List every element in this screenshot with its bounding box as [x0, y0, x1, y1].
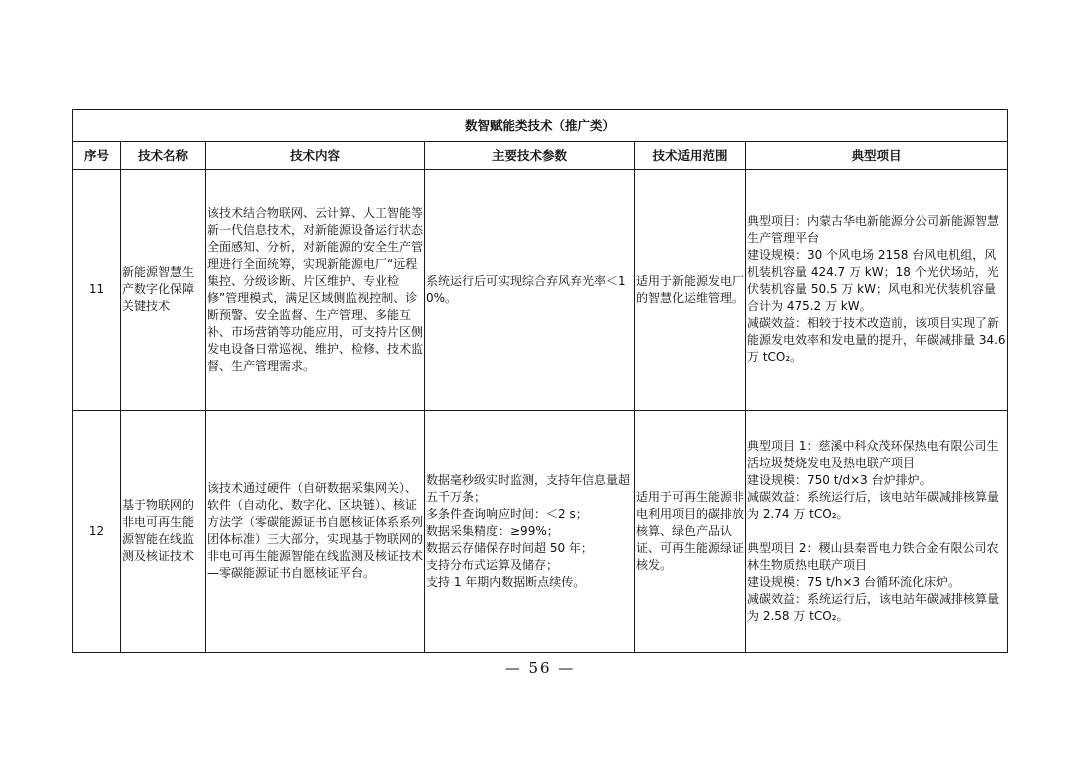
project-title: 典型项目 1：慈溪中科众茂环保热电有限公司生活垃圾焚烧发电及热电联产项目 — [747, 438, 999, 470]
param-line: 数据云存储保存时间超 50 年； — [426, 540, 593, 555]
row-number: 12 — [73, 410, 121, 652]
table-title: 数智赋能类技术（推广类） — [73, 110, 1008, 142]
header-params: 主要技术参数 — [425, 142, 635, 170]
tech-content: 该技术通过硬件（自研数据采集网关）、软件（自动化、数字化、区块链）、核证方法学（零碳能源证书自愿核证体系系列团体标准）三大部分，实现基于物联网的非电可再生能源智能在线监测及核证技术—零碳能源证书自愿核证平台。 — [206, 410, 425, 652]
table-header-row — [73, 142, 1008, 170]
tech-scope: 适用于新能源发电厂的智慧化运维管理。 — [635, 170, 746, 410]
project-block — [747, 540, 1006, 625]
tech-content: 该技术结合物联网、云计算、人工智能等新一代信息技术，对新能源设备运行状态全面感知、分析，对新能源的安全生产管理进行全面统筹，实现新能源电厂“远程集控、分级诊断、片区维护、专业检修”管理模式，满足区域侧监视控制、诊断预警、安全监督、生产管理、多能互补、市场营销等功能应用，可支持片区侧发电设备日常巡视、维护、检修、技术监督、生产管理需求。 — [206, 170, 425, 410]
technology-table — [72, 109, 1008, 653]
header-scope: 技术适用范围 — [635, 142, 746, 170]
project-title: 典型项目：内蒙古华电新能源分公司新能源智慧生产管理平台 — [747, 214, 1000, 246]
project-title: 典型项目 2：稷山县秦晋电力铁合金有限公司农林生物质热电联产项目 — [747, 540, 999, 572]
param-line: 支持分布式运算及储存； — [426, 557, 559, 572]
page-number: — 56 — — [504, 659, 576, 677]
tech-scope: 适用于可再生能源非电利用项目的碳排放核算、绿色产品认证、可再生能源绿证核发。 — [635, 410, 746, 652]
tech-params: 系统运行后可实现综合弃风弃光率＜10%。 — [425, 170, 635, 410]
project-block — [747, 213, 1006, 366]
project-benefit: 减碳效益：相较于技术改造前，该项目实现了新能源发电效率和发电量的提升，年碳减排量 34.6 万 tCO₂。 — [747, 316, 1006, 365]
tech-name: 基于物联网的非电可再生能源智能在线监测及核证技术 — [121, 410, 206, 652]
project-block — [747, 438, 1006, 523]
header-content: 技术内容 — [206, 142, 425, 170]
project-benefit: 减碳效益：系统运行后，该电站年碳减排核算量为 2.58 万 tCO₂。 — [747, 591, 1000, 623]
header-no: 序号 — [73, 142, 121, 170]
table-row — [73, 410, 1008, 652]
table-row — [73, 170, 1008, 410]
param-line: 数据毫秒级实时监测，支持年信息量超五千万条； — [426, 472, 631, 504]
tech-params — [425, 410, 635, 652]
project-scale: 建设规模：75 t/h×3 台循环流化床炉。 — [747, 574, 960, 589]
project-benefit: 减碳效益：系统运行后，该电站年碳减排核算量为 2.74 万 tCO₂。 — [747, 489, 1000, 521]
typical-projects — [746, 410, 1008, 652]
table-title-row — [73, 110, 1008, 142]
typical-projects — [746, 170, 1008, 410]
tech-name: 新能源智慧生产数字化保障关键技术 — [121, 170, 206, 410]
param-line: 多条件查询响应时间：＜2 s； — [426, 506, 588, 521]
project-scale: 建设规模：750 t/d×3 台炉排炉。 — [747, 472, 932, 487]
row-number: 11 — [73, 170, 121, 410]
header-projects: 典型项目 — [746, 142, 1008, 170]
project-scale: 建设规模：30 个风电场 2158 台风电机组，风机装机容量 424.7 万 kW；18 个光伏场站，光伏装机容量 50.5 万 kW；风电和光伏装机容量合计为 475.2 万 kW。 — [747, 248, 999, 314]
header-name: 技术名称 — [121, 142, 206, 170]
project-spacer — [747, 523, 1006, 540]
param-line: 支持 1 年期内数据断点续传。 — [426, 574, 586, 589]
param-line: 数据采集精度：≥99%； — [426, 523, 559, 538]
